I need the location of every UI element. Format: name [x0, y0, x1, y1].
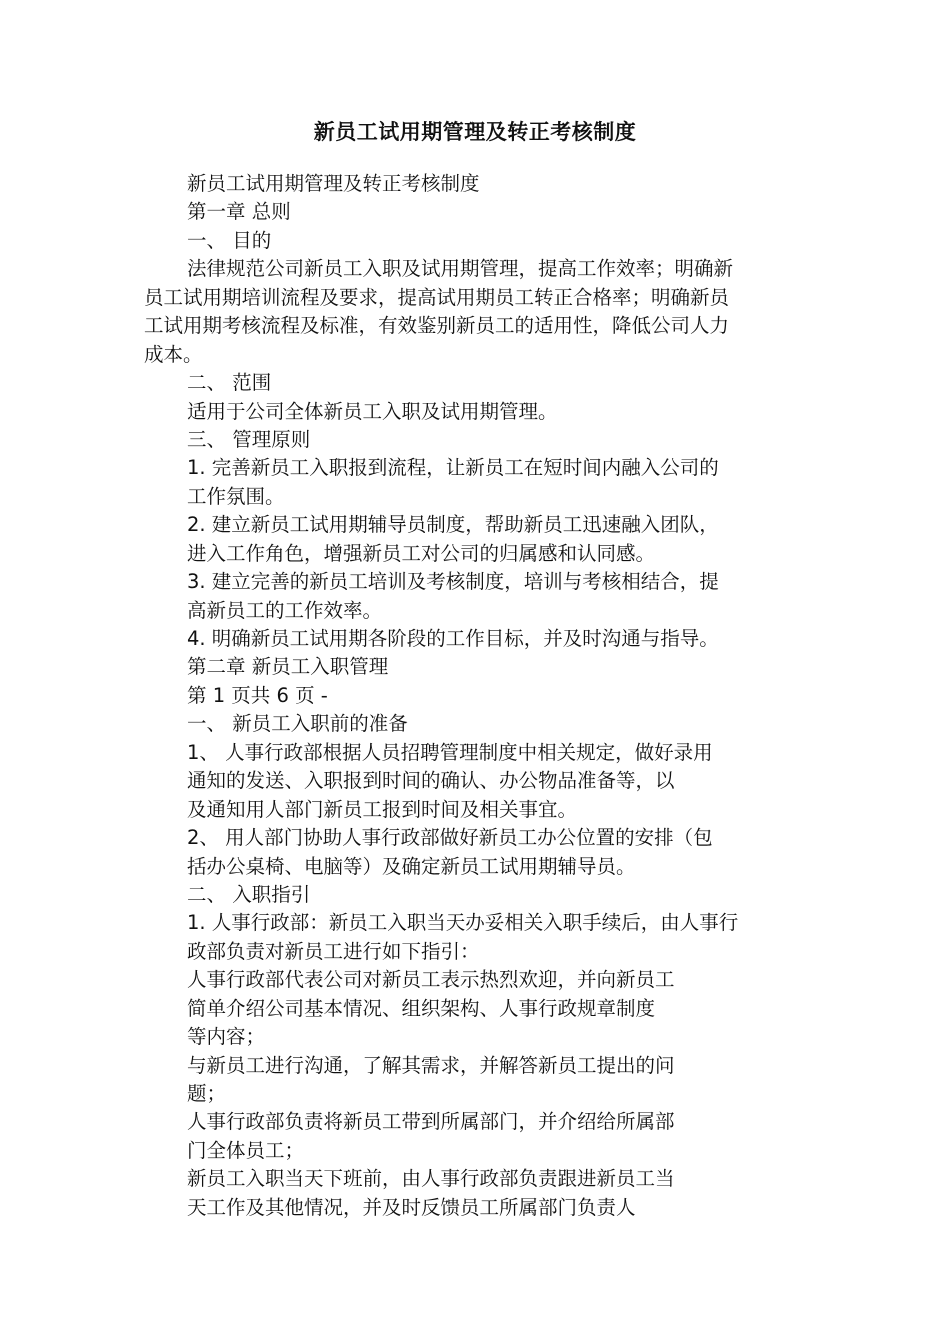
- text-line: 工作氛围。: [187, 484, 285, 508]
- text-line: 高新员工的工作效率。: [187, 598, 383, 622]
- text-line: 成本。: [144, 342, 203, 366]
- document-title: 新员工试用期管理及转正考核制度: [313, 120, 637, 144]
- text-line: 三、 管理原则: [187, 427, 311, 451]
- text-line: 一、 目的: [187, 228, 272, 252]
- text-line: 1、 人事行政部根据人员招聘管理制度中相关规定，做好录用: [187, 740, 713, 764]
- text-line: 3. 建立完善的新员工培训及考核制度，培训与考核相结合，提: [187, 570, 719, 594]
- text-line: 人事行政部负责将新员工带到所属部门，并介绍给所属部: [187, 1110, 675, 1134]
- text-line: 1. 人事行政部：新员工入职当天办妥相关入职手续后，由人事行: [187, 911, 739, 935]
- text-line: 门全体员工；: [187, 1138, 305, 1162]
- text-line: 员工试用期培训流程及要求，提高试用期员工转正合格率；明确新员: [144, 285, 730, 309]
- text-line: 第一章 总则: [187, 200, 291, 224]
- text-line: 人事行政部代表公司对新员工表示热烈欢迎，并向新员工: [187, 968, 675, 992]
- text-line: 工试用期考核流程及标准，有效鉴别新员工的适用性，降低公司人力: [144, 314, 730, 338]
- text-line: 二、 范围: [187, 371, 272, 395]
- text-line: 题；: [187, 1082, 227, 1105]
- text-line: 及通知用人部门新员工报到时间及相关事宜。: [187, 797, 578, 821]
- text-line: 新员工试用期管理及转正考核制度: [187, 172, 480, 195]
- text-line: 2、 用人部门协助人事行政部做好新员工办公位置的安排（包: [187, 826, 713, 850]
- text-line: 4. 明确新员工试用期各阶段的工作目标，并及时沟通与指导。: [187, 627, 719, 650]
- text-line: 新员工入职当天下班前，由人事行政部负责跟进新员工当: [187, 1167, 675, 1191]
- text-line: 等内容；: [187, 1025, 266, 1049]
- text-line: 1. 完善新员工入职报到流程，让新员工在短时间内融入公司的: [187, 456, 719, 480]
- text-line: 一、 新员工入职前的准备: [187, 712, 408, 736]
- text-line: 第 1 页共 6 页 -: [187, 683, 328, 707]
- text-line: 天工作及其他情况，并及时反馈员工所属部门负责人: [187, 1195, 636, 1219]
- text-line: 政部负责对新员工进行如下指引：: [187, 939, 480, 963]
- text-line: 适用于公司全体新员工入职及试用期管理。: [187, 399, 558, 423]
- text-line: 与新员工进行沟通，了解其需求，并解答新员工提出的问: [187, 1053, 675, 1077]
- text-line: 进入工作角色，增强新员工对公司的归属感和认同感。: [187, 541, 656, 565]
- text-line: 第二章 新员工入职管理: [187, 655, 389, 679]
- text-line: 括办公桌椅、电脑等）及确定新员工试用期辅导员。: [187, 854, 636, 878]
- text-line: 二、 入职指引: [187, 882, 311, 906]
- text-line: 2. 建立新员工试用期辅导员制度，帮助新员工迅速融入团队，: [187, 513, 719, 537]
- text-line: 法律规范公司新员工入职及试用期管理，提高工作效率；明确新: [187, 257, 734, 281]
- document-body: [0, 170, 950, 1222]
- text-line: 通知的发送、入职报到时间的确认、办公物品准备等，以: [187, 769, 675, 793]
- text-line: 简单介绍公司基本情况、组织架构、人事行政规章制度: [187, 996, 656, 1020]
